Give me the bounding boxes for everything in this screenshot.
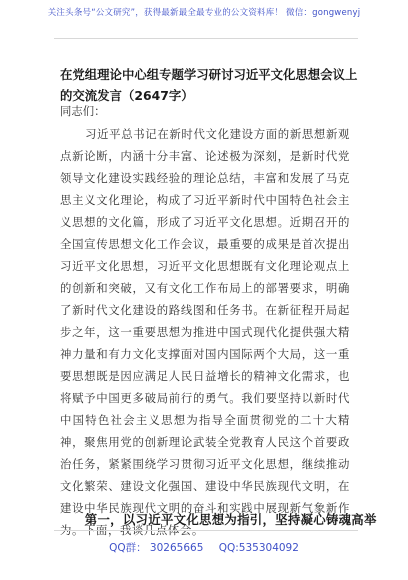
footer-qq: QQ:535304092 (218, 542, 299, 554)
footer-contact (0, 540, 408, 555)
footer-divider (54, 530, 358, 531)
body-paragraph: 习近平总书记在新时代文化建设方面的新思想新观点新论断，内涵十分丰富、论述极为深刻，是新时代党领导文化建设实践经验的理论总结，丰富和发展了马克思主义文化理论，构成了习近平新时代中国特色社会主义思想的文化篇，形成了习近平文化思想。近期召开的全国宣传思想文化工作会议，最重要的成果是首次提出习近平文化思想，习近平文化思想既有文化理论观点上的创新和突破，又有文化工作布局上的部署要求，明确了新时代文化建设的路线图和任务书。在新征程开局起步之年，这一重要思想为推进中国式现代化提供强大精神力量和有力文化支撑面对国内国际两个大局，这一重要思想既是因应满足人民日益增长的精神文化需求，也将赋予中国更多破局前行的勇气。我们要坚持以新时代中国特色社会主义思想为指导全面贯彻党的二十大精神，聚焦用党的创新理论武装全党教育人民这个首要政治任务，紧紧围绕学习贯彻习近平文化思想，继续推动文化繁荣、建设文化强国、建设中华民族现代文明，在建设中华民族现代文明的奋斗和实践中展现新气象新作为。下面，我谈几点体会。 (60, 127, 350, 537)
header-promo-note: 关注头条号“公文研究”，获得最新最全最专业的公文资料库！ 微信：gongwenyj (47, 8, 361, 18)
document-title: 在党组理论中心组专题学习研讨习近平文化思想会议上的交流发言（2647字） (60, 67, 358, 103)
footer-qq-group: QQ群： 30265665 (109, 542, 204, 554)
header-divider (54, 38, 358, 39)
salutation: 同志们： (60, 104, 106, 118)
section-heading: 第一，以习近平文化思想为指引，坚持凝心铸魂高举 (84, 512, 377, 527)
